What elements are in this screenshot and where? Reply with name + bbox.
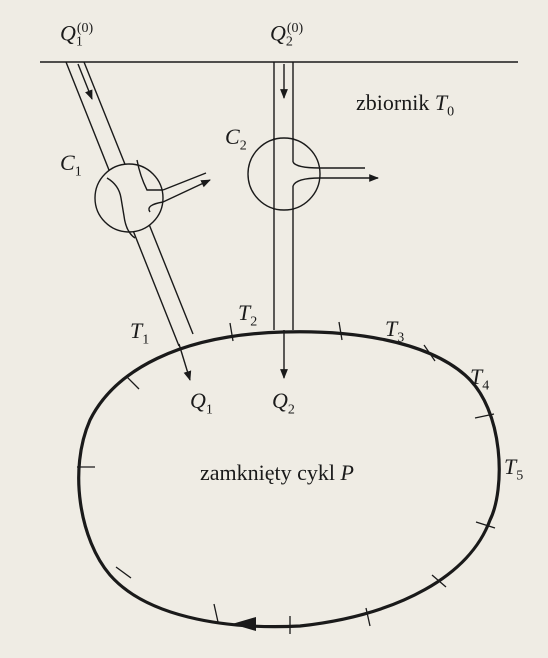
tick-mark: [366, 608, 370, 626]
temperature-5-label: $T_5$: [504, 454, 524, 484]
tick-mark: [116, 567, 131, 578]
heat-out-1-label: $Q_1$: [190, 388, 213, 418]
tick-mark: [214, 604, 218, 622]
heat-in-1-arrow: [78, 64, 92, 99]
temperature-1-label: $T_1$: [130, 318, 150, 348]
work-out-1-arrow: [163, 173, 210, 202]
heat-in-1-label: $Q_1^{(0)}$: [60, 20, 94, 50]
tick-mark: [339, 322, 342, 340]
engine-1-label: $C_1$: [60, 150, 82, 180]
tick-mark: [126, 376, 139, 389]
temperature-2-label: $T_2$: [238, 300, 258, 330]
cycle-label: zamknięty cykl P: [200, 460, 354, 485]
engine-2-circle: [248, 138, 320, 210]
temperature-4-label: $T_4$: [470, 364, 490, 394]
heat-out-2-label: $Q_2$: [272, 388, 295, 418]
temperature-3-label: $T_3$: [385, 316, 405, 346]
heat-in-2-label: $Q_2^{(0)}$: [270, 20, 304, 50]
engine-1-circle: [95, 164, 163, 232]
work-out-2-arrow: [320, 168, 378, 178]
cycle-direction-arrow: [232, 617, 256, 631]
reservoir-label: zbiornik $T_0$: [356, 90, 455, 120]
engine-2-label: $C_2$: [225, 124, 247, 154]
